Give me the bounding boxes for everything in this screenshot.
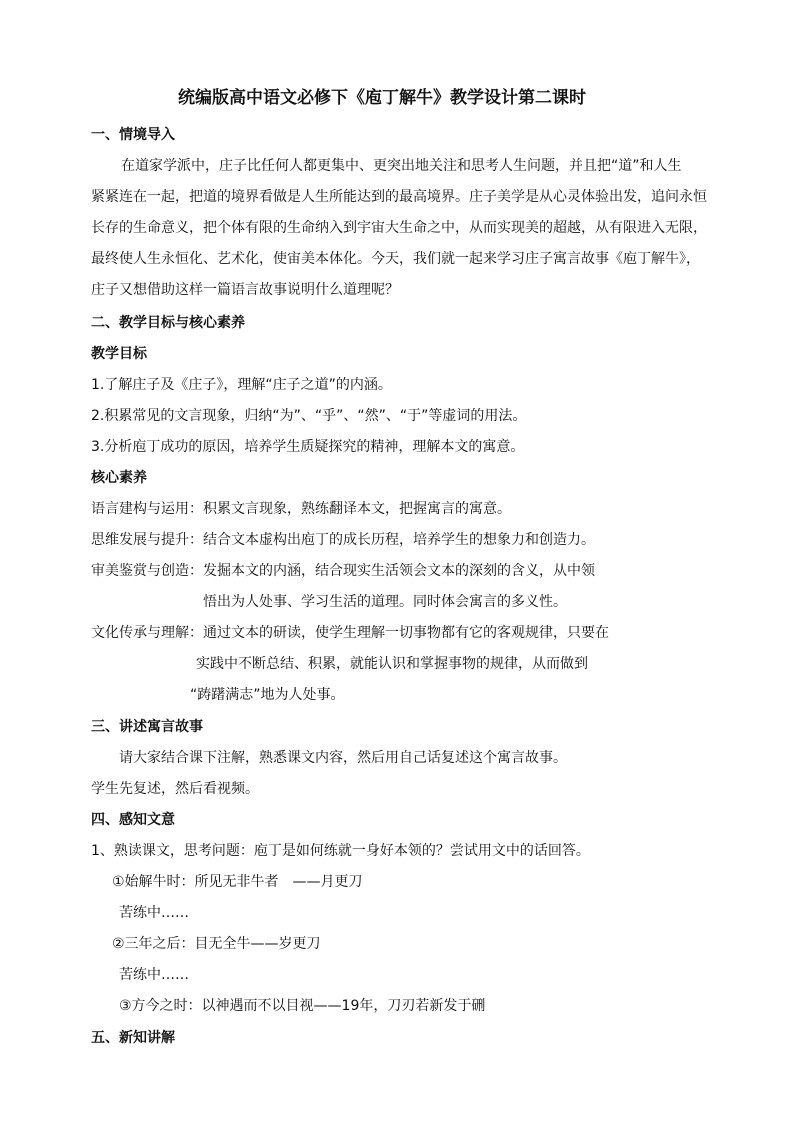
core-item-continued: 实践中不断总结、积累，就能认识和掌握事物的规律，从而做到 <box>196 656 588 672</box>
core-item: 语言建构与运用：积累文言现象，熟练翻译本文，把握寓言的寓意。 <box>91 501 511 517</box>
comprehension-line: ①始解牛时：所见无非牛者 ——月更刀 <box>112 874 363 890</box>
core-item: 文化传承与理解：通过文本的研读，使学生理解一切事物都有它的客观规律，只要在 <box>91 625 609 641</box>
intro-line: 最终使人生永恒化、艺术化，使宙美本体化。今天，我们就一起来学习庄子寓言故事《庖丁解牛》， <box>91 251 700 267</box>
goal-item: 3.分析庖丁成功的原因，培养学生质疑探究的精神，理解本文的寓意。 <box>91 439 525 455</box>
goal-item: 1.了解庄子及《庄子》，理解“庄子之道”的内涵。 <box>91 377 392 393</box>
story-line: 学生先复述，然后看视频。 <box>91 781 259 797</box>
intro-line: 紧紧连在一起，把道的境界看做是人生所能达到的最高境界。庄子美学是从心灵体验出发，追问永恒 <box>91 189 707 205</box>
section-heading-new-knowledge: 五、新知讲解 <box>91 1030 175 1046</box>
subheading-teaching-goals: 教学目标 <box>91 346 147 362</box>
core-item: 审美鉴赏与创造：发掘本文的内涵，结合现实生活领会文本的深刻的含义，从中领 <box>91 563 595 579</box>
comprehension-line: 苦练中…… <box>119 967 189 983</box>
core-item-continued: “踌躇满志”地为人处事。 <box>190 687 345 703</box>
comprehension-line: 1、熟读课文，思考问题：庖丁是如何练就一身好本领的？尝试用文中的话回答。 <box>91 843 590 859</box>
section-heading-intro: 一、情境导入 <box>91 127 175 143</box>
subheading-core-literacy: 核心素养 <box>91 470 147 486</box>
section-heading-story: 三、讲述寓言故事 <box>91 719 203 735</box>
goal-item: 2.积累常见的文言现象，归纳“为”、“乎”、“然”、“于”等虚词的用法。 <box>91 408 527 424</box>
intro-line: 在道家学派中，庄子比任何人都更集中、更突出地关注和思考人生问题，并且把“道”和人生 <box>121 158 682 174</box>
section-heading-goals: 二、教学目标与核心素养 <box>91 315 245 331</box>
core-item: 思维发展与提升：结合文本虚构出庖丁的成长历程，培养学生的想象力和创造力。 <box>91 532 595 548</box>
comprehension-line: ②三年之后：目无全牛——岁更刀 <box>112 936 321 952</box>
intro-line: 长存的生命意义，把个体有限的生命纳入到宇宙大生命之中，从而实现美的超越，从有限进入无限， <box>91 220 707 236</box>
intro-line: 庄子又想借助这样一篇语言故事说明什么道理呢？ <box>91 282 399 298</box>
document-title: 统编版高中语文必修下《庖丁解牛》教学设计第二课时 <box>178 88 586 108</box>
comprehension-line: 苦练中…… <box>119 905 189 921</box>
core-item-continued: 悟出为人处事、学习生活的道理。同时体会寓言的多义性。 <box>203 594 567 610</box>
section-heading-comprehension: 四、感知文意 <box>91 812 175 828</box>
story-line: 请大家结合课下注解，熟悉课文内容，然后用自己话复述这个寓言故事。 <box>119 750 567 766</box>
comprehension-line: ③方今之时：以神遇而不以目视——19年，刀刃若新发于硎 <box>119 998 486 1014</box>
